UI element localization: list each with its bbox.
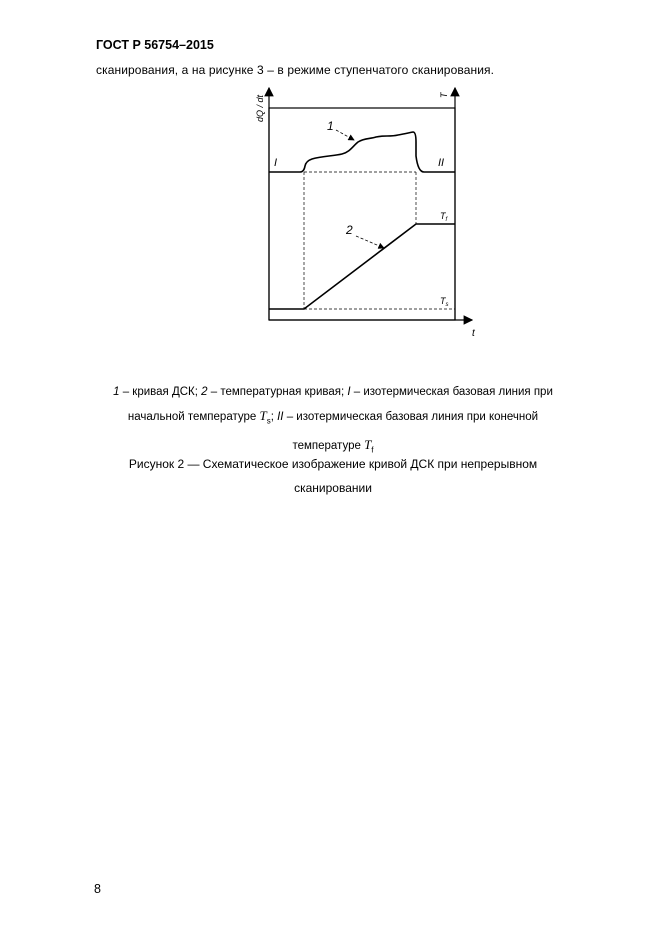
- ts-subscript: s: [266, 416, 271, 426]
- legend-item-4-text: – изотермическая базовая линия при конечной температуре: [283, 411, 539, 453]
- dsc-curve: [269, 132, 455, 172]
- figure-legend: [96, 380, 570, 463]
- baseline-label-i: I: [274, 157, 278, 169]
- legend-item-2-number: 2: [201, 386, 208, 398]
- legend-item-1-number: 1: [113, 386, 120, 398]
- legend-item-1-text: – кривая ДСК;: [119, 386, 202, 398]
- curve-1-leader: [336, 130, 354, 140]
- page-number: 8: [94, 882, 101, 896]
- figure-caption: Рисунок 2 — Схематическое изображение кривой ДСК при непрерывном сканировании: [128, 457, 538, 495]
- tf-subscript: f: [371, 445, 374, 455]
- curve-label-1: 1: [327, 119, 334, 133]
- ts-label: $T_s$: [440, 296, 449, 308]
- legend-item-3-text: – изотермическая базовая линия при начальной температуре: [127, 386, 553, 423]
- tf-label: $T_f$: [440, 211, 448, 223]
- baseline-label-ii: II: [438, 157, 445, 169]
- dsc-diagram: [250, 84, 490, 340]
- curve-2-leader: [356, 236, 384, 248]
- dsc-schematic-figure: [250, 84, 490, 340]
- legend-item-4-number: II: [277, 411, 284, 423]
- curve-label-2: 2: [346, 223, 353, 237]
- tf-symbol: T: [364, 437, 372, 453]
- ts-symbol: T: [259, 408, 267, 423]
- legend-separator: ;: [270, 411, 278, 423]
- legend-item-3-number: I: [347, 386, 351, 398]
- y-left-axis-label: dQ / dt: [255, 94, 265, 122]
- x-axis-label: t: [472, 328, 475, 339]
- y-right-axis-label: T: [439, 92, 449, 98]
- temperature-curve: [269, 224, 455, 309]
- document-header: ГОСТ Р 56754–2015: [96, 38, 214, 52]
- intro-paragraph: сканирования, а на рисунке 3 – в режиме ступенчатого сканирования.: [96, 63, 495, 77]
- legend-item-2-text: – температурная кривая;: [207, 386, 348, 398]
